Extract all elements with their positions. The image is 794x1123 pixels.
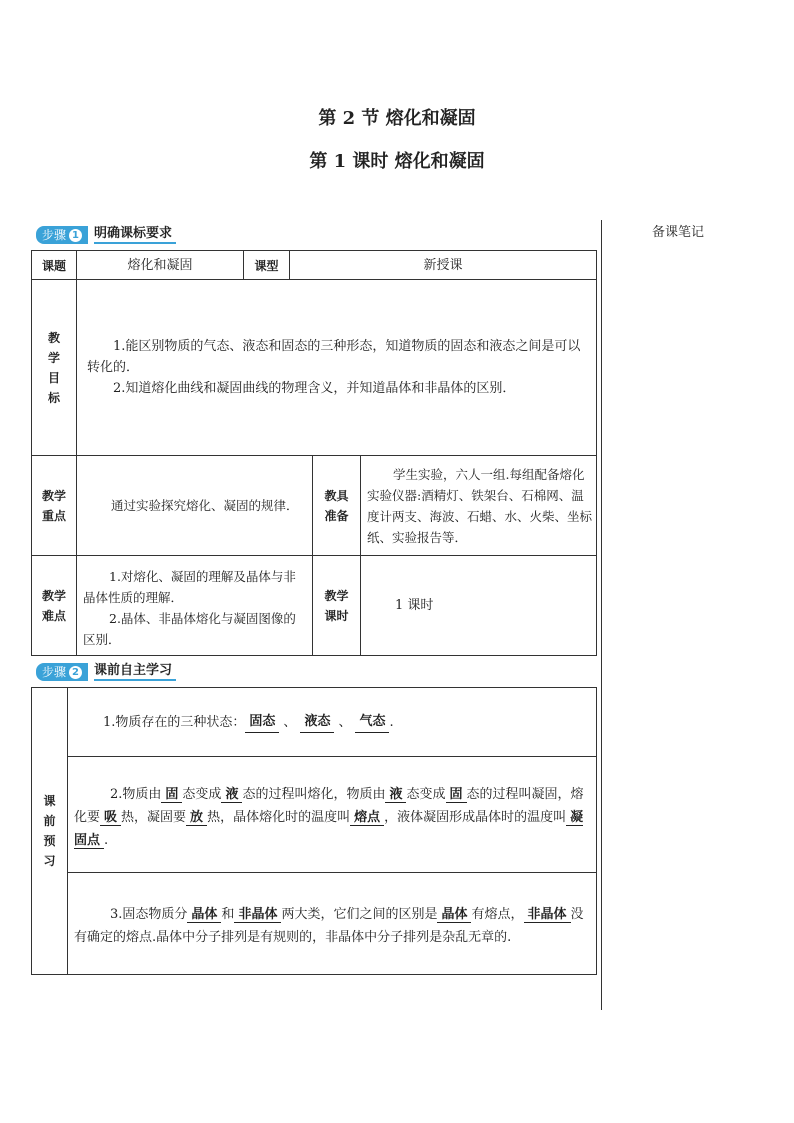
focus-content: [76, 455, 312, 555]
preview-header: [32, 688, 67, 974]
q3-text: 两大类，它们之间的区别是: [281, 907, 438, 922]
preview-header-char: 课: [43, 794, 56, 808]
q2-text: ，液体凝固形成晶体时的温度叫: [384, 810, 567, 825]
goals-header-char: 目: [47, 370, 60, 385]
q2-text: 态变成: [182, 787, 222, 802]
q3-answer: 晶体: [187, 907, 221, 923]
type-header: 课型: [243, 251, 289, 279]
q2-text: 热，凝固要: [121, 810, 187, 825]
focus-header-line: 教学: [41, 488, 66, 503]
goals-header-char: 标: [47, 390, 60, 405]
q2-answer: 吸: [100, 810, 121, 826]
q2-answer: 熔点: [350, 810, 384, 826]
difficulty-header-line: 教学: [41, 588, 66, 603]
question-1: [67, 688, 596, 756]
q3-answer: 非晶体: [524, 907, 571, 923]
preview-table: [31, 687, 597, 975]
preview-header-char: 前: [43, 814, 56, 828]
focus-text: 通过实验探究熔化、凝固的规律．: [111, 498, 299, 513]
q1-answer-1: 固态: [245, 711, 279, 733]
goal-item: 2.知道熔化曲线和凝固曲线的物理含义，并知道晶体和非晶体的区别．: [113, 381, 516, 396]
q3-answer: 非晶体: [234, 907, 281, 923]
topic-header: 课题: [41, 258, 66, 273]
difficulty-item: 2.晶体、非晶体熔化与凝固图像的区别．: [83, 611, 296, 647]
step-number: 1: [69, 229, 82, 242]
q2-answer: 固: [446, 787, 467, 803]
difficulty-header-line: 难点: [41, 608, 66, 623]
q1-separator: 、: [338, 714, 352, 730]
hours-header-line: 课时: [324, 608, 349, 623]
tools-text: 学生实验，六人一组.每组配备熔化实验仪器:酒精灯、铁架台、石棉网、温度计两支、海波、石蜡、水、火柴、坐标纸、实验报告等．: [367, 467, 593, 545]
q2-text: 2.物质由: [110, 787, 162, 802]
q3-answer: 晶体: [437, 907, 471, 923]
goals-content: [76, 279, 596, 455]
q1-answer-2: 液态: [300, 711, 334, 733]
lesson-info-table: [31, 250, 597, 656]
goals-header-char: 教: [47, 330, 60, 345]
q2-answer: 凝固点: [74, 810, 584, 848]
q1-prefix: 1.物质存在的三种状态：: [103, 714, 246, 730]
goals-header: [32, 279, 76, 455]
q1-answer-3: 气态: [355, 711, 389, 733]
step-badge: [36, 663, 88, 681]
goal-item: 1.能区别物质的气态、液态和固态的三种形态，知道物质的固态和液态之间是可以转化的．: [87, 339, 581, 375]
side-note-label: 备课笔记: [652, 225, 705, 240]
tools-header-line: 教具: [324, 488, 349, 503]
hours-content: [360, 555, 596, 655]
focus-header-line: 重点: [41, 508, 66, 523]
type-value: 新授课: [289, 251, 596, 279]
q2-text: 态变成: [406, 787, 446, 802]
q2-answer: 液: [385, 787, 406, 803]
q2-answer: 液: [221, 787, 242, 803]
q2-answer: 固: [161, 787, 182, 803]
step-1-heading: [36, 226, 176, 244]
topic-value: 熔化和凝固: [76, 251, 243, 279]
step-number: 2: [69, 666, 82, 679]
section-title: 第 2 节 熔化和凝固: [318, 108, 476, 129]
step-badge-text: 步骤: [42, 665, 67, 679]
q2-text: .: [104, 833, 109, 848]
step-badge-text: 步骤: [42, 228, 67, 242]
focus-header: [32, 455, 76, 555]
q2-text: 态的过程叫熔化，物质由: [242, 787, 386, 802]
step-badge: [36, 226, 88, 244]
question-2: [67, 756, 596, 872]
q3-text: 和: [221, 907, 235, 922]
hours-header: [312, 555, 360, 655]
lesson-title: 第 1 课时 熔化和凝固: [309, 151, 485, 172]
tools-header: [312, 455, 360, 555]
q3-text: 3.固态物质分: [110, 907, 188, 922]
difficulty-item: 1.对熔化、凝固的理解及晶体与非晶体性质的理解．: [83, 569, 296, 605]
q1-end: .: [389, 714, 394, 730]
difficulty-header: [32, 555, 76, 655]
q1-separator: 、: [283, 714, 297, 730]
hours-header-line: 教学: [324, 588, 349, 603]
step-2-heading: [36, 663, 176, 681]
step-label: 课前自主学习: [94, 663, 176, 681]
preview-header-char: 习: [43, 854, 56, 868]
q3-text: 没有确定的熔点.晶体中分子排列是有规则的，非晶体中分子排列是杂乱无章的.: [74, 907, 584, 945]
q2-text: 态的过程叫凝固，熔化要: [74, 787, 584, 825]
tools-content: [360, 455, 596, 555]
preview-header-char: 预: [43, 834, 56, 848]
step-label: 明确课标要求: [94, 226, 176, 244]
q3-text: 有熔点，: [471, 907, 524, 922]
q2-text: 热，晶体熔化时的温度叫: [207, 810, 351, 825]
margin-divider: [601, 220, 602, 1010]
question-3: [67, 872, 596, 974]
hours-text: 1 课时: [395, 598, 434, 613]
difficulty-content: [76, 555, 312, 655]
goals-header-char: 学: [47, 350, 60, 365]
q2-answer: 放: [186, 810, 207, 826]
tools-header-line: 准备: [324, 508, 349, 523]
